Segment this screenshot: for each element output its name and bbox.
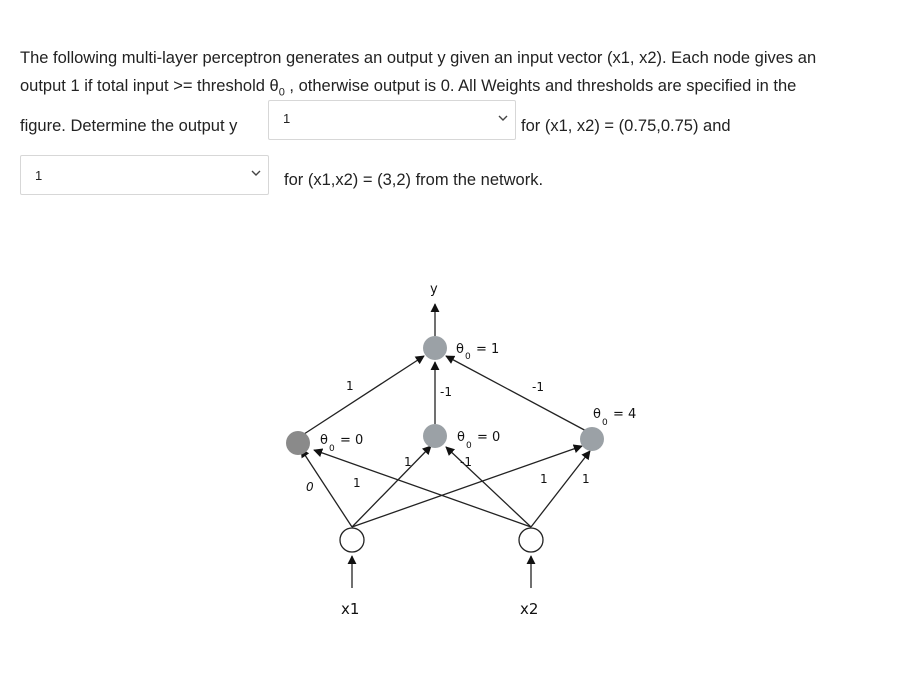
edge-x2-right <box>531 451 590 527</box>
output-node <box>423 336 447 360</box>
weight-right-out: -1 <box>532 380 544 394</box>
edge-x2-left <box>314 450 531 527</box>
label-x2: x2 <box>520 600 539 618</box>
edge-left-out <box>301 356 424 436</box>
weight-x1-mid: 1 <box>404 455 412 469</box>
question-line-3: figure. Determine the output y <box>20 117 238 135</box>
theta-mid-sub: 0 <box>466 441 472 451</box>
weight-x1-right: 1 <box>540 472 548 486</box>
edge-right-out <box>446 356 590 433</box>
weight-x1-left: 1 <box>353 476 361 490</box>
label-y: y <box>430 282 438 297</box>
weight-x2-right: 1 <box>582 472 590 486</box>
theta-mid-val: = 0 <box>477 430 501 445</box>
theta-right-val: = 4 <box>613 407 637 422</box>
input-node-x2 <box>519 528 543 552</box>
label-x1: x1 <box>341 600 360 618</box>
input-node-x1 <box>340 528 364 552</box>
theta-out-val: = 1 <box>476 342 500 357</box>
weight-x2-mid: -1 <box>460 455 472 469</box>
question-line-1: The following multi-layer perceptron generates an output y given an input vector (x1, x2). Each node gives an <box>20 49 817 67</box>
weight-mid-out: -1 <box>440 385 452 399</box>
theta-out: θ <box>456 342 464 357</box>
theta-right: θ <box>593 407 601 422</box>
edge-x2-mid <box>446 447 531 527</box>
after-select-2-text: for (x1,x2) = (3,2) from the network. <box>284 171 544 189</box>
question-line-2-post: , otherwise output is 0. All Weights and thresholds are specified in the <box>289 77 797 95</box>
hidden-node-left <box>286 431 310 455</box>
theta-left: θ <box>320 433 328 448</box>
hidden-node-right <box>580 427 604 451</box>
theta-out-sub: 0 <box>465 352 471 362</box>
edge-x1-mid <box>352 446 431 527</box>
select-2-value: 1 <box>35 168 43 183</box>
hidden-node-mid <box>423 424 447 448</box>
weight-x2-left: 0 <box>306 480 314 494</box>
theta-subscript: 0 <box>278 86 285 99</box>
theta-left-sub: 0 <box>329 444 335 454</box>
weight-left-out: 1 <box>346 379 354 393</box>
theta-left-val: = 0 <box>340 433 364 448</box>
theta-mid: θ <box>457 430 465 445</box>
theta-right-sub: 0 <box>602 418 608 428</box>
after-select-1-text: for (x1, x2) = (0.75,0.75) and <box>521 117 731 135</box>
question-line-2-pre: output 1 if total input >= threshold θ <box>20 77 279 95</box>
select-1-value: 1 <box>283 111 291 126</box>
